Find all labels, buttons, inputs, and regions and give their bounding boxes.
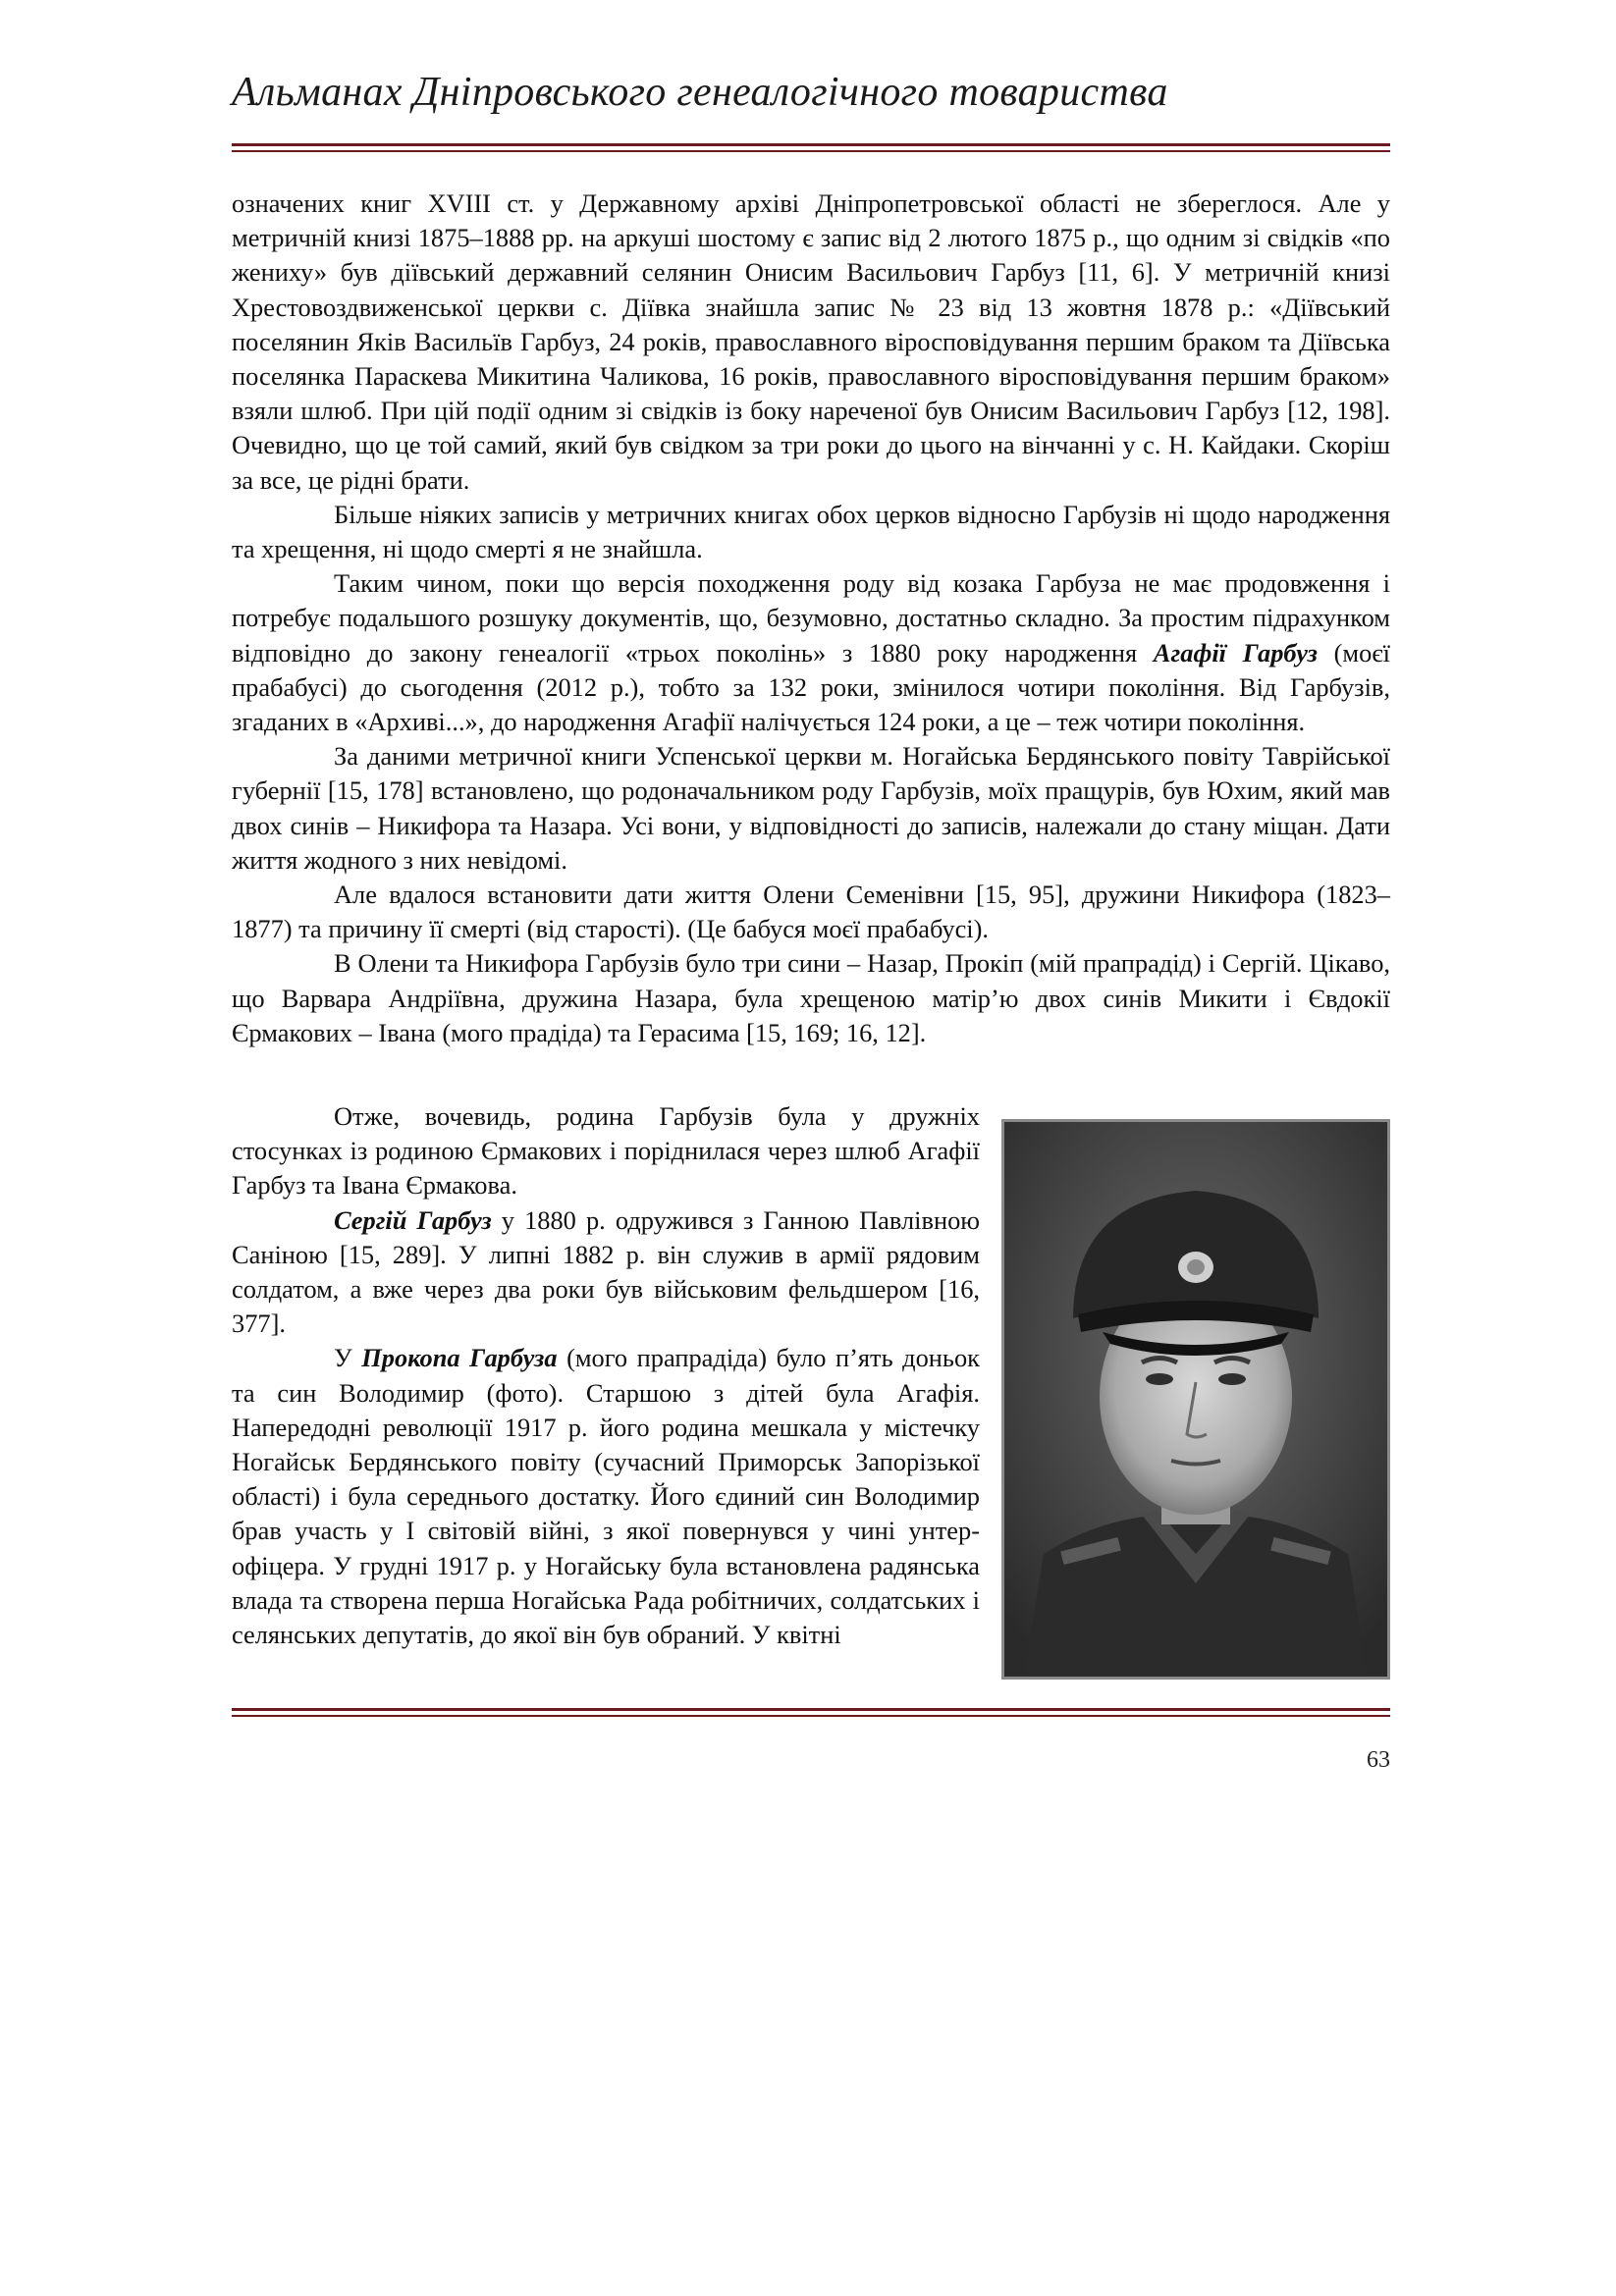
paragraph: За даними метричної книги Успенської церкви м. Ногайська Бердянського повіту Таврійської губернії [15, 178] встановлено, що родоначальником роду Гарбузів, моїх пращурів, був Юхим, який мав двох синів – Никифора та Назара. Усі вони, у відповідності до записів, належали до стану міщан. Дати життя жодного з них невідомі. [232, 741, 1390, 875]
paragraph: В Олени та Никифора Гарбузів було три сини – Назар, Прокіп (мій прапрадід) і Сергій. Цікаво, що Варвара Андріївна, дружина Назара, була хрещеною матір’ю двох синів Микити і Євдокії Єрмакових – Івана (мого прадіда) та Герасима [15, 169; 16, 12]. [232, 948, 1390, 1047]
paragraph: Таким чином, поки що версія походження роду від козака Гарбуза не має продовження і потребує подальшого розшуку документів, що, безумовно, достатньо складно. За простим підрахунком відповідно до закону генеалогії «трьох поколінь» з 1880 року народження Агафії Гарбуз (моєї прабабусі) до сьогодення (2012 р.), тобто за 132 роки, змінилося чотири покоління. Від Гарбузів, згаданих в «Архиві...», до народження Агафії налічується 124 роки, а це – теж чотири покоління. [232, 568, 1390, 737]
portrait-image [1004, 1122, 1387, 1677]
page-number: 63 [1367, 1747, 1390, 1773]
paragraph: Отже, вочевидь, родина Гарбузів була у дружніх стосунках із родиною Єрмакових і поріднилася через шлюб Агафії Гарбуз та Івана Єрмакова. [232, 1101, 980, 1201]
emphasized-name: Агафії Гарбуз [1153, 637, 1318, 667]
article-body [232, 187, 1390, 1050]
paragraph: Більше ніяких записів у метричних книгах обох церков відносно Гарбузів ні щодо народження та хрещення, ні щодо смерті я не знайшла. [232, 499, 1390, 564]
journal-title: Альманах Дніпровського генеалогічного товариства [232, 70, 1168, 115]
emphasized-name: Прокопа Гарбуза [361, 1343, 558, 1373]
paragraph: означених книг XVIII ст. у Державному архіві Дніпропетровської області не збереглося. Але у метричній книзі 1875–1888 рр. на аркуші шостому є запис від 2 лютого 1875 р., що одним зі свідків «по жениху» був діївський державний селянин Онисим Васильович Гарбуз [11, 6]. У метричній книзі Хрестовоздвиженської церкви с. Діївка знайшла запис № 23 від 13 жовтня 1878 р.: «Діївський поселянин Яків Васильїв Гарбуз, 24 років, православного віросповідування першим браком та Діївська поселянка Параскева Микитина Чаликова, 16 років, православного віросповідування першим браком» взяли шлюб. При цій події одним зі свідків із боку нареченої був Онисим Васильович Гарбуз [12, 198]. Очевидно, що це той самий, який був свідком за три роки до цього на вінчанні у с. Н. Кайдаки. Скоріш за все, це рідні брати. [232, 188, 1390, 495]
header-rule [232, 143, 1390, 156]
article-body-with-photo [232, 1099, 1390, 1689]
footer-rule [232, 1708, 1390, 1721]
emphasized-name: Сергій Гарбуз [334, 1204, 492, 1235]
portrait-photo [1001, 1119, 1390, 1680]
paragraph: Але вдалося встановити дати життя Олени Семенівни [15, 95], дружини Никифора (1823–1877) та причину її смерті (від старості). (Це бабуся моєї прабабусі). [232, 880, 1390, 944]
paragraph: Сергій Гарбуз у 1880 р. одружився з Ганною Павлівною Саніною [15, 289]. У липні 1882 р. він служив в армії рядовим солдатом, а вже через два роки був військовим фельдшером [16, 377]. [232, 1204, 980, 1339]
paragraph: У Прокопа Гарбуза (мого прапрадіда) було п’ять доньок та син Володимир (фото). Старшою з дітей була Агафія. Напередодні революції 1917 р. його родина мешкала у містечку Ногайськ Бердянського повіту (сучасний Приморськ Запорізької області) і була середнього достатку. Його єдиний син Володимир брав участь у І світовій війні, з якої повернувся у чині унтер-офіцера. У грудні 1917 р. у Ногайську була встановлена радянська влада та створена перша Ногайська Рада робітничих, солдатських і селянських депутатів, до якої він був обраний. У квітні [232, 1343, 980, 1650]
